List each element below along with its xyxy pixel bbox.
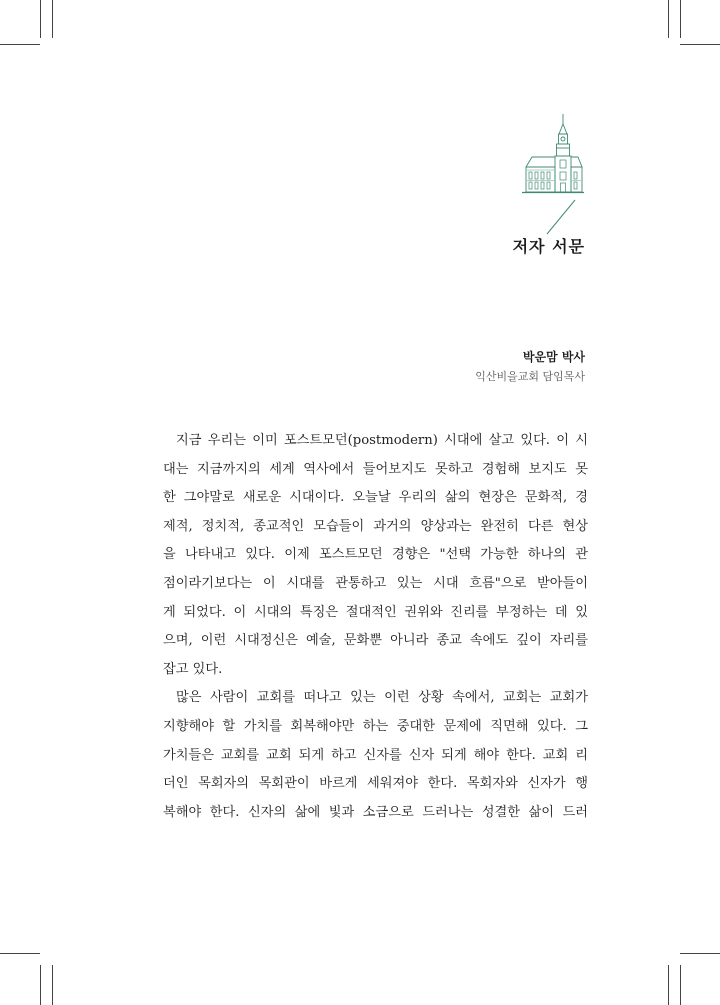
text-line: 지금 우리는 이미 포스트모던(postmodern) 시대에 살고 있다. 이 시 [176,433,588,448]
text-line: 점이라기보다는 이 시대를 관통하고 있는 시대 흐름"으로 받아들이 [163,575,588,591]
crop-mark [680,953,720,954]
crop-mark [680,44,720,45]
crop-mark [680,965,681,1005]
decorative-line [545,196,585,236]
crop-mark [52,0,53,38]
crop-mark [668,0,669,38]
text-line: 가치들은 교회를 교회 되게 하고 신자를 신자 되게 해야 한다. 교회 리 [163,747,588,763]
text-line: 제적, 정치적, 종교적인 모습들이 과거의 양상과는 완전히 다른 현상 [163,518,588,534]
text-line: 으며, 이런 시대정신은 예술, 문화뿐 아니라 종교 속에도 깊이 자리를 [163,633,588,649]
preface-body [163,427,588,827]
text-line: 많은 사람이 교회를 떠나고 있는 이런 상황 속에서, 교회는 교회가 [176,690,588,706]
text-line: 잡고 있다. [163,661,223,677]
crop-mark [40,965,41,1005]
crop-mark [680,0,681,38]
text-line: 한 그야말로 새로운 시대이다. 오늘날 우리의 삶의 현장은 문화적, 경 [163,490,588,506]
crop-mark [0,44,40,45]
crop-mark [40,0,41,38]
text-line: 을 나타내고 있다. 이제 포스트모던 경향은 "선택 가능한 하나의 관 [163,547,588,563]
crop-mark [668,965,669,1005]
crop-mark [0,953,40,954]
author-name: 박운맘 박사 [522,350,585,364]
church-illustration [522,112,584,196]
page-title: 저자 서문 [512,237,585,256]
text-line: 지향해야 할 가치를 회복해야만 하는 중대한 문제에 직면해 있다. 그 [163,718,588,734]
crop-mark [52,965,53,1005]
text-line: 더인 목회자의 목회관이 바르게 세워져야 한다. 목회자와 신자가 행 [163,776,588,792]
text-line: 게 되었다. 이 시대의 특징은 절대적인 권위와 진리를 부정하는 데 있 [163,604,588,620]
text-line: 복해야 한다. 신자의 삶에 빛과 소금으로 드러나는 성결한 삶이 드러 [163,804,588,820]
author-role: 익산비을교회 담임목사 [475,370,585,383]
text-line: 대는 지금까지의 세계 역사에서 들어보지도 못하고 경험해 보지도 못 [163,461,588,477]
